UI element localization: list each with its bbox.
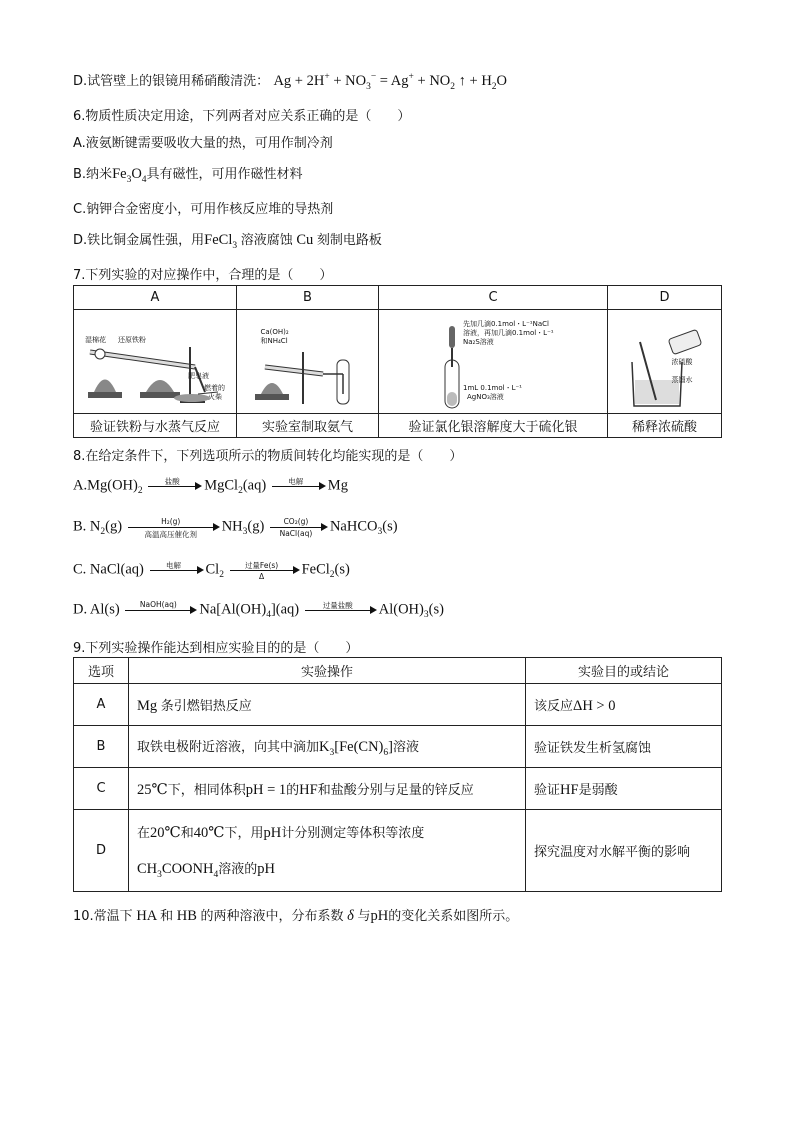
- q10-stem: 10.常温下 HA 和 HB 的两种溶液中，分布系数 δ 与pH的变化关系如图所示。: [73, 908, 519, 924]
- label-soap: 肥皂液: [188, 371, 209, 380]
- q8-option-d: D. Al(s) NaOH(aq) $Na[Al(OH)_4](aq)$ 过量盐酸 $Al(OH)_3(s)$: [73, 600, 444, 621]
- q5-option-d: [73, 70, 507, 92]
- q8-c-cond1: 电解: [166, 561, 181, 570]
- q9-row-c-goal-text2: 是弱酸: [578, 782, 618, 798]
- q9-row-a-opt: A: [74, 684, 129, 726]
- q6-d-formula1: FeCl$_3$: [204, 232, 238, 251]
- q9-row-c-goal-text: 验证: [534, 782, 561, 798]
- q8-d-cond1: NaOH(aq): [139, 600, 177, 609]
- q8-b-cond2b: NaCl(aq): [279, 529, 313, 538]
- label-nh4cl: 和NH₄Cl: [260, 336, 288, 345]
- q9-row-c-goal: 验证HF是弱酸: [526, 768, 722, 810]
- q7-caption-c: 验证氯化银溶解度大于硫化银: [379, 414, 608, 438]
- q6-stem-text: 6.物质性质决定用途，下列两者对应关系正确的是（ ）: [73, 109, 411, 124]
- q9-row-c-op-text2: 的: [286, 782, 300, 798]
- label-c1: 先加几滴0.1mol・L⁻¹NaCl: [463, 319, 549, 328]
- q10-mid1: 和: [160, 909, 174, 924]
- q9-row-d-op-text2: 和: [180, 825, 194, 841]
- q7-header-d: D: [608, 286, 722, 310]
- q6-d-post: 刻制电路板: [316, 233, 382, 248]
- q10-mid3: 与: [357, 909, 371, 924]
- q8-c-cond2a: 过量Fe(s): [244, 561, 279, 570]
- q8-d-label: D.: [73, 601, 88, 618]
- q7-figure-b: [237, 310, 379, 414]
- table-row: [74, 768, 722, 810]
- q10-mid2: 的两种溶液中，分布系数: [200, 909, 344, 924]
- q8-c-cond2b: Δ: [259, 572, 265, 581]
- q9-row-a-op: Mg 条引燃铝热反应: [129, 684, 526, 726]
- q9-row-d-op-text3: 下，用: [224, 825, 264, 841]
- q9-row-b-opt: B: [74, 726, 129, 768]
- q9-row-a-goal-text: 该反应: [534, 698, 574, 714]
- q6-d-pre: D.铁比铜金属性强，用: [73, 233, 205, 248]
- label-c3: Na₂S溶液: [463, 337, 494, 346]
- q8-b-cond1b: 高温高压催化剂: [144, 530, 197, 539]
- q8-b-cond2a: CO₂(g): [283, 517, 309, 526]
- label-caoh2: Ca(OH)₂: [260, 327, 289, 336]
- q8-option-a: $A.Mg(OH)_2$ 盐酸 MgCl$_2$(aq) 电解 Mg: [73, 477, 348, 497]
- label-burning: 燃着的: [204, 383, 225, 392]
- q7-caption-d: 稀释浓硫酸: [608, 414, 722, 438]
- arrow-icon: [150, 561, 204, 579]
- q9-row-b-op: 取铁电极附近溶液，向其中滴加$K_3[Fe(CN)_6]$溶液: [129, 726, 526, 768]
- q8-b-cond1a: H₂(g): [161, 517, 181, 526]
- q9-row-d-op: 在20℃和40℃下，用pH计分别测定等体积等浓度 $CH_3COONH_4$溶液的pH: [129, 810, 526, 892]
- q9-stem-text: 9.下列实验操作能达到相应实验目的的是（ ）: [73, 641, 359, 656]
- q9-row-d-opt: D: [74, 810, 129, 892]
- q8-c-label: C.: [73, 561, 87, 578]
- label-iron-powder: 还原铁粉: [118, 335, 146, 344]
- q5-equation: $Ag + 2H^+ + NO_3^- = Ag^+ + NO_2$ ↑ + $H_2O$: [273, 72, 508, 92]
- q9-row-d-op-text: 在: [137, 825, 151, 841]
- label-c5: AgNO₃溶液: [467, 392, 504, 401]
- q7-caption-b: 实验室制取氨气: [237, 414, 379, 438]
- arrow-icon: [272, 477, 326, 495]
- q6-b-pre: B.纳米: [73, 167, 113, 182]
- q8-b-label: B.: [73, 518, 87, 535]
- q6-option-c: [73, 198, 333, 217]
- q7-caption-a: 验证铁粉与水蒸气反应: [74, 414, 237, 438]
- q9-row-c-op: 25℃下，相同体积pH = 1的HF和盐酸分别与足量的锌反应: [129, 768, 526, 810]
- q9-table: [73, 657, 722, 892]
- q6-option-a-text: A.液氨断键需要吸收大量的热，可用作制冷剂: [73, 136, 333, 151]
- table-row: [74, 810, 722, 892]
- q7-header-c: C: [379, 286, 608, 310]
- table-row: [74, 726, 722, 768]
- q7-header-b: B: [237, 286, 379, 310]
- q9-row-b-goal: 验证铁发生析氢腐蚀: [526, 726, 722, 768]
- arrow-icon: [270, 518, 328, 536]
- q10-pre: 10.常温下: [73, 909, 133, 924]
- q7-figure-c: [379, 310, 608, 414]
- label-c2: 溶液，再加几滴0.1mol・L⁻¹: [463, 328, 554, 337]
- q9-row-b-op-text: 取铁电极附近溶液，向其中滴加: [137, 739, 320, 755]
- q7-table: [73, 285, 722, 438]
- q6-option-a: [73, 132, 333, 151]
- q7-figure-d: [608, 310, 722, 414]
- label-conc-acid: 浓硫酸: [671, 357, 693, 366]
- label-wet-cotton: 湿棉花: [85, 335, 106, 344]
- arrow-icon: [128, 517, 220, 539]
- label-match: 火柴: [208, 392, 222, 401]
- q5-option-d-text: D.试管壁上的银镜用稀硝酸清洗：: [73, 74, 270, 89]
- q8-d-cond2: 过量盐酸: [322, 601, 353, 610]
- q8-a-cond1: 盐酸: [164, 477, 180, 486]
- arrow-icon: [305, 601, 377, 619]
- arrow-icon: [125, 601, 197, 619]
- table-row: [74, 684, 722, 726]
- q10-post: 的变化关系如图所示。: [388, 909, 519, 924]
- q6-d-mid: 溶液腐蚀: [240, 233, 293, 248]
- q6-b-formula: $Fe_3O_4$: [112, 166, 147, 185]
- q6-option-d: [73, 229, 382, 251]
- q6-d-formula2: Cu: [292, 232, 317, 248]
- q7-header-a: A: [74, 286, 237, 310]
- q8-option-c: C. NaCl(aq) 电解 $Cl_2$ 过量Fe(s) Δ FeCl$_2$(s): [73, 561, 350, 581]
- q9-stem: [73, 637, 358, 656]
- q9-row-c-opt: C: [74, 768, 129, 810]
- q9-row-b-op-text2: 溶液: [392, 739, 419, 755]
- q9-row-a-goal: 该反应ΔH > 0: [526, 684, 722, 726]
- q9-header-option: 选项: [74, 658, 129, 684]
- q9-header-operation: 实验操作: [129, 658, 526, 684]
- q6-option-b: [73, 163, 303, 185]
- q6-option-c-text: C.钠钾合金密度小，可用作核反应堆的导热剂: [73, 202, 334, 217]
- q7-stem: [73, 264, 332, 283]
- dilution-beaker-icon: [610, 312, 720, 412]
- q8-option-b: B. $N_2(g)$ H₂(g) 高温高压催化剂 $NH_3(g)$ CO₂(g) NaCl(aq) NaHCO$_3$(s): [73, 517, 398, 539]
- q9-header-goal: 实验目的或结论: [526, 658, 722, 684]
- q7-stem-text: 7.下列实验的对应操作中，合理的是（ ）: [73, 268, 333, 283]
- q6-stem: [73, 105, 410, 124]
- q9-row-a-op-text: 条引燃铝热反应: [160, 698, 252, 714]
- q8-a-cond2: 电解: [288, 477, 304, 486]
- q8-stem: [73, 445, 462, 464]
- arrow-icon: [148, 477, 202, 495]
- q9-row-c-op-text: 下，相同体积: [167, 782, 246, 798]
- label-water: 蒸馏水: [671, 375, 693, 384]
- arrow-icon: [230, 561, 300, 579]
- q7-figure-a: [74, 310, 237, 414]
- q8-stem-text: 8.在给定条件下，下列选项所示的物质间转化均能实现的是（ ）: [73, 449, 463, 464]
- q6-b-post: 具有磁性，可用作磁性材料: [146, 167, 303, 182]
- ammonia-apparatus-icon: [243, 312, 373, 412]
- q9-row-c-op-text3: 和盐酸分别与足量的锌反应: [317, 782, 474, 798]
- q9-row-d-op-text4: 计分别测定等体积等浓度: [281, 825, 425, 841]
- q9-row-d-goal: 探究温度对水解平衡的影响: [526, 810, 722, 892]
- label-c4: 1mL 0.1mol・L⁻¹: [463, 383, 522, 392]
- q9-row-d-op-text5: 溶液的: [218, 861, 258, 877]
- q8-a-label: A.: [73, 477, 88, 494]
